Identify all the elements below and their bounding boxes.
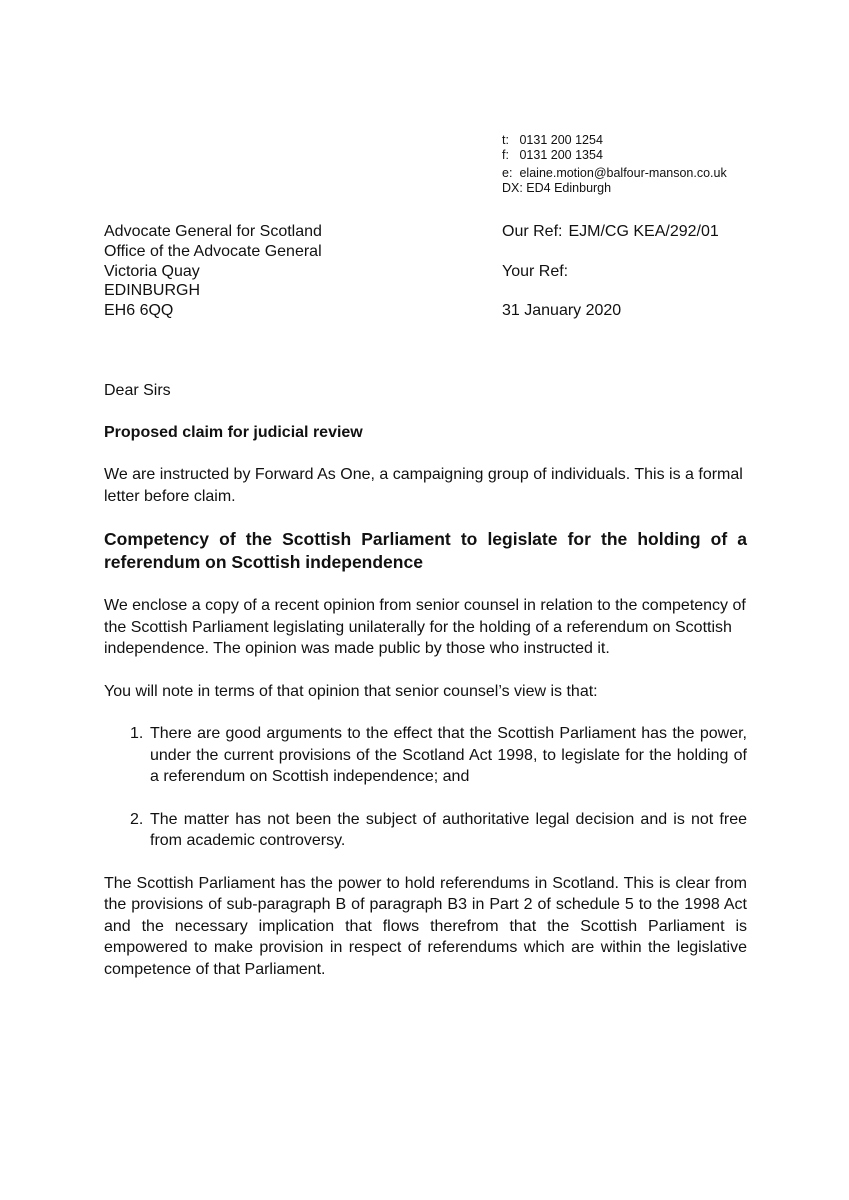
our-ref-value: EJM/CG KEA/292/01 <box>568 223 719 240</box>
our-ref <box>502 222 719 242</box>
salutation: Dear Sirs <box>104 382 171 399</box>
phone-line <box>502 133 727 148</box>
letter-date: 31 January 2020 <box>502 302 622 320</box>
reference-block <box>502 222 719 321</box>
recipient-line: EDINBURGH <box>104 282 201 300</box>
list-item-number: 1. <box>130 725 144 742</box>
letter-body <box>104 380 747 1001</box>
dx-line: DX: ED4 Edinburgh <box>502 181 612 195</box>
our-ref-label: Our Ref: <box>502 223 563 240</box>
email-address: elaine.motion@balfour-manson.co.uk <box>519 166 727 180</box>
powers-paragraph: The Scottish Parliament has the power to hold referendums in Scotland. This is clear from the provisions of sub-paragraph B of paragraph B3 in Part 2 of schedule 5 to the 1998 Act and the necessary implication that flows therefrom that the Scottish Parliament is empowered to make provision in respect of referendums which are within the legislative competence of that Parliament. <box>104 874 747 978</box>
your-ref <box>502 262 719 282</box>
fax-label: f: <box>502 148 509 162</box>
fax-line <box>502 148 727 163</box>
email-label: e: <box>502 166 513 180</box>
recipient-address <box>104 222 322 321</box>
list-item-text: The matter has not been the subject of authoritative legal decision and is not free from academic controversy. <box>150 810 747 849</box>
list-item <box>104 809 747 852</box>
subject-heading: Proposed claim for judicial review <box>104 423 363 441</box>
recipient-line: Office of the Advocate General <box>104 242 322 260</box>
list-item-number: 2. <box>130 810 144 828</box>
intro-paragraph: We are instructed by Forward As One, a campaigning group of individuals. This is a formal letter before claim. <box>104 466 743 505</box>
phone-number: 0131 200 1254 <box>519 133 603 147</box>
recipient-line: Advocate General for Scotland <box>104 223 322 240</box>
contact-block <box>502 133 727 196</box>
opinion-paragraph: We enclose a copy of a recent opinion from senior counsel in relation to the competency of the Scottish Parliament legislating unilaterally for the holding of a referendum on Scottish independence. The opinion was made public by those who instructed it. <box>104 597 746 657</box>
list-item-text: There are good arguments to the effect that the Scottish Parliament has the power, under the current provisions of the Scotland Act 1998, to legislate for the holding of a referendum on Scottish independence; and <box>150 725 747 785</box>
section-heading: Competency of the Scottish Parliament to legislate for the holding of a referendum on Scottish independence <box>104 529 747 572</box>
list-item <box>104 723 747 788</box>
email-line <box>502 166 727 181</box>
your-ref-label: Your Ref: <box>502 262 569 280</box>
view-intro-paragraph: You will note in terms of that opinion that senior counsel’s view is that: <box>104 682 598 700</box>
fax-number: 0131 200 1354 <box>519 148 603 162</box>
opinion-points-list <box>104 723 747 852</box>
recipient-line: Victoria Quay <box>104 262 200 280</box>
recipient-line: EH6 6QQ <box>104 302 174 320</box>
phone-label: t: <box>502 133 509 147</box>
